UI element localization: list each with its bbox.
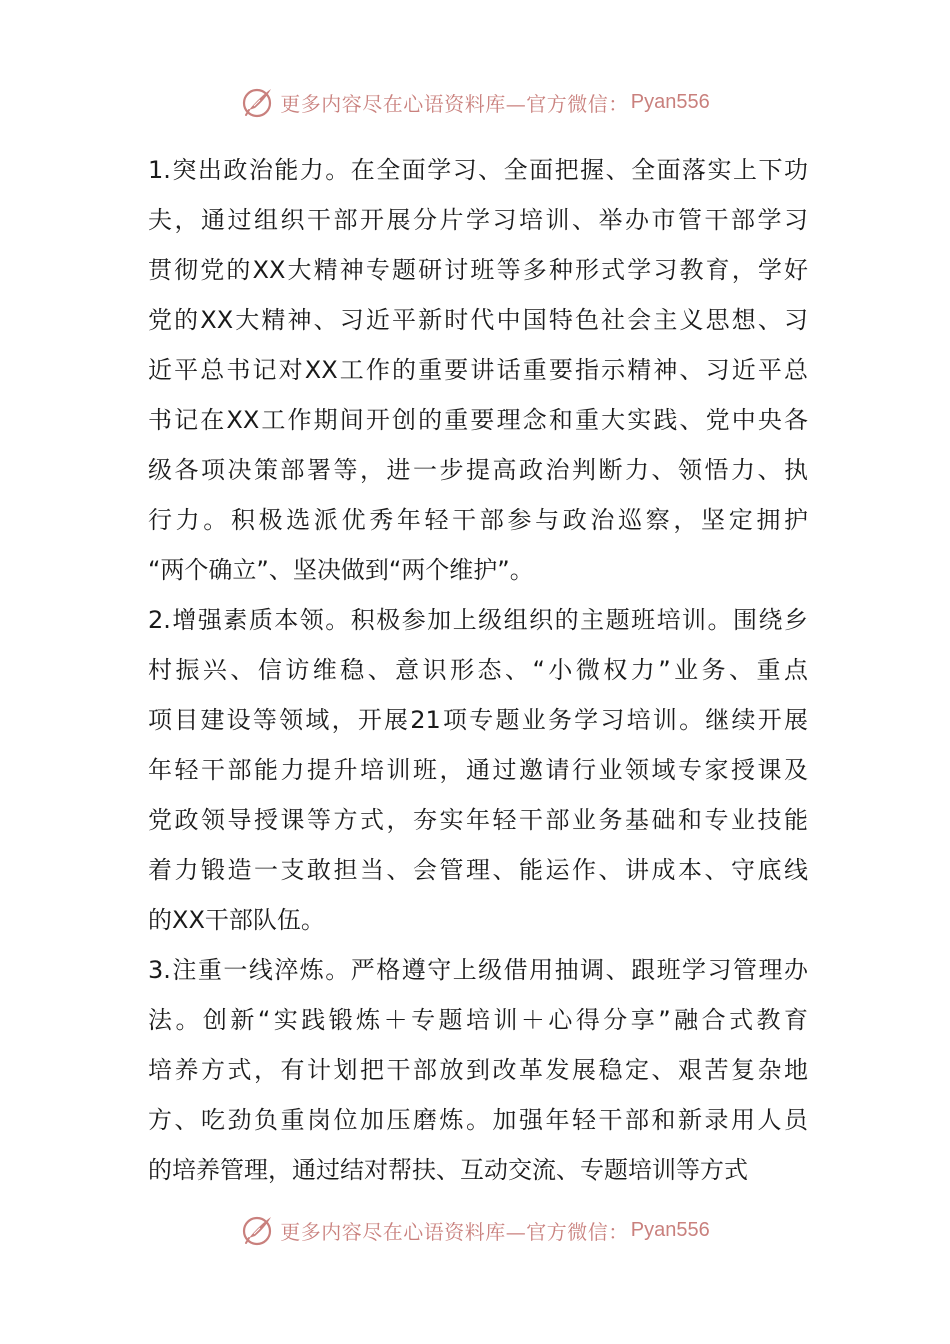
paragraph-1 (148, 145, 808, 595)
paragraph-3 (148, 945, 808, 1195)
text-line: 党政领导授课等方式，夯实年轻干部业务基础和专业技能 (148, 806, 808, 834)
text-line: 贯彻党的XX大精神专题研讨班等多种形式学习教育，学好 (148, 256, 808, 284)
text-line: 级各项决策部署等，进一步提高政治判断力、领悟力、执 (148, 456, 808, 484)
text-line: 项目建设等领域，开展21项专题业务学习培训。继续开展 (148, 706, 808, 734)
header-watermark (0, 84, 950, 120)
text-line: “两个确立”、坚决做到“两个维护”。 (148, 556, 534, 584)
quill-pen-logo-icon (240, 84, 276, 120)
document-body (148, 145, 808, 1195)
watermark-text: 更多内容尽在心语资料库—官方微信： (280, 1219, 629, 1244)
footer-watermark (0, 1212, 950, 1248)
text-line: 着力锻造一支敢担当、会管理、能运作、讲成本、守底线 (148, 856, 808, 884)
watermark-wechat-handle: Pyan556 (630, 1218, 710, 1241)
watermark-wechat-handle: Pyan556 (630, 90, 710, 113)
text-line: 1.突出政治能力。在全面学习、全面把握、全面落实上下功 (148, 156, 808, 184)
text-line: 夫，通过组织干部开展分片学习培训、举办市管干部学习 (148, 206, 808, 234)
text-line: 2.增强素质本领。积极参加上级组织的主题班培训。围绕乡 (148, 606, 808, 634)
text-line: 培养方式，有计划把干部放到改革发展稳定、艰苦复杂地 (148, 1056, 808, 1084)
text-line: 年轻干部能力提升培训班，通过邀请行业领域专家授课及 (148, 756, 808, 784)
text-line: 村振兴、信访维稳、意识形态、“小微权力”业务、重点 (148, 656, 808, 684)
quill-pen-logo-icon (240, 1212, 276, 1248)
text-line: 近平总书记对XX工作的重要讲话重要指示精神、习近平总 (148, 356, 808, 384)
text-line: 行力。积极选派优秀年轻干部参与政治巡察，坚定拥护 (148, 506, 808, 534)
text-line: 的XX干部队伍。 (148, 906, 325, 934)
text-line: 方、吃劲负重岗位加压磨炼。加强年轻干部和新录用人员 (148, 1106, 808, 1134)
text-line: 书记在XX工作期间开创的重要理念和重大实践、党中央各 (148, 406, 808, 434)
text-line: 党的XX大精神、习近平新时代中国特色社会主义思想、习 (148, 306, 808, 334)
paragraph-2 (148, 595, 808, 945)
watermark-text: 更多内容尽在心语资料库—官方微信： (280, 91, 629, 116)
text-line: 法。创新“实践锻炼＋专题培训＋心得分享”融合式教育 (148, 1006, 808, 1034)
text-line: 3.注重一线淬炼。严格遵守上级借用抽调、跟班学习管理办 (148, 956, 808, 984)
text-line: 的培养管理，通过结对帮扶、互动交流、专题培训等方式 (148, 1156, 748, 1184)
